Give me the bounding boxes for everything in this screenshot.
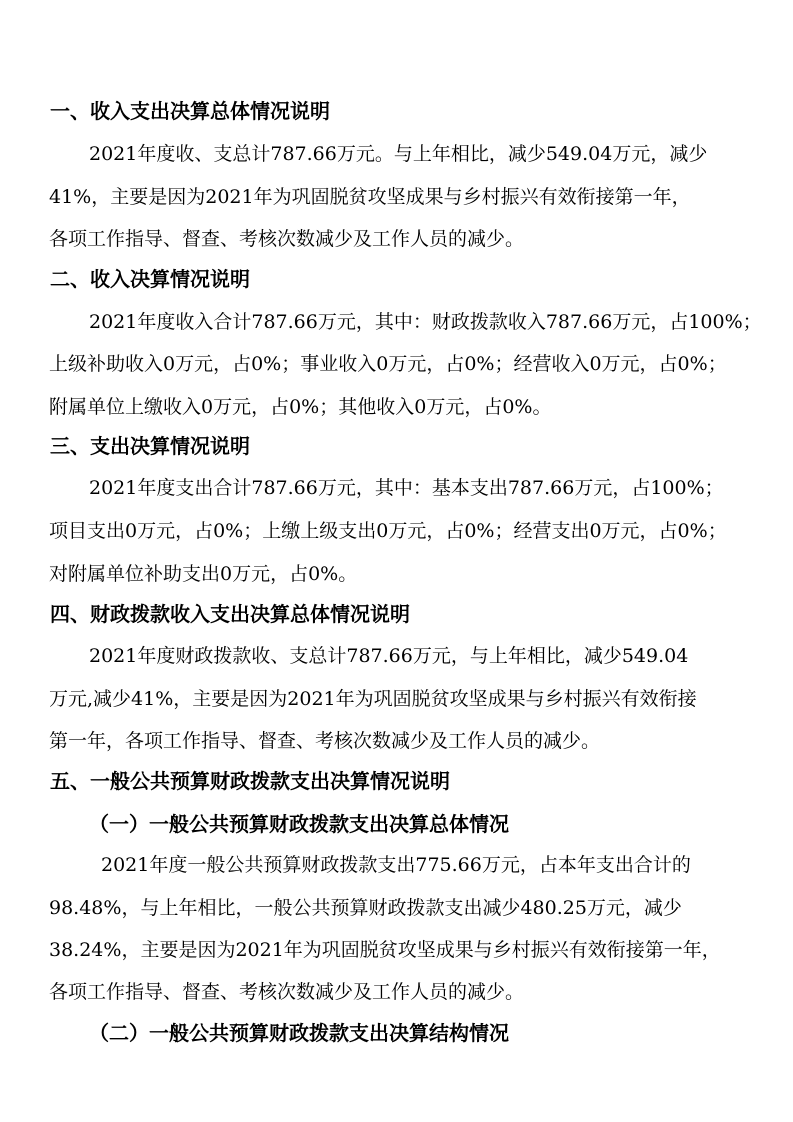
subsection-5-1-paragraph-line-3: 38.24%，主要是因为2021年为巩固脱贫攻坚成果与乡村振兴有效衔接第一年， <box>49 939 721 961</box>
section-1-heading: 一、收入支出决算总体情况说明 <box>50 99 330 123</box>
section-2-paragraph-line-1: 2021年度收入合计787.66万元，其中：财政拨款收入787.66万元，占100%； <box>89 311 762 333</box>
section-1-paragraph-line-1: 2021年度收、支总计787.66万元。与上年相比，减少549.04万元，减少 <box>89 143 708 165</box>
section-4-paragraph-line-1: 2021年度财政拨款收、支总计787.66万元，与上年相比，减少549.04 <box>89 645 689 667</box>
subsection-5-1-heading: （一）一般公共预算财政拨款支出决算总体情况 <box>89 812 509 836</box>
section-5-heading: 五、一般公共预算财政拨款支出决算情况说明 <box>50 769 450 793</box>
section-1-paragraph-line-3: 各项工作指导、督查、考核次数减少及工作人员的减少。 <box>49 228 525 250</box>
section-4-paragraph-line-3: 第一年，各项工作指导、督查、考核次数减少及工作人员的减少。 <box>49 730 601 752</box>
section-2-heading: 二、收入决算情况说明 <box>50 267 250 291</box>
section-3-heading: 三、支出决算情况说明 <box>50 434 250 458</box>
section-2-paragraph-line-3: 附属单位上缴收入0万元，占0%；其他收入0万元，占0%。 <box>49 396 552 418</box>
section-2-paragraph-line-2: 上级补助收入0万元，占0%；事业收入0万元，占0%；经营收入0万元，占0%； <box>49 353 727 375</box>
subsection-5-1-paragraph-line-2: 98.48%，与上年相比，一般公共预算财政拨款支出减少480.25万元，减少 <box>49 897 682 919</box>
section-3-paragraph-line-3: 对附属单位补助支出0万元，占0%。 <box>49 563 358 585</box>
subsection-5-1-paragraph-line-1: 2021年度一般公共预算财政拨款支出775.66万元，占本年支出合计的 <box>101 854 691 876</box>
section-4-paragraph-line-2: 万元,减少41%，主要是因为2021年为巩固脱贫攻坚成果与乡村振兴有效衔接 <box>49 688 697 710</box>
section-1-paragraph-line-2: 41%，主要是因为2021年为巩固脱贫攻坚成果与乡村振兴有效衔接第一年， <box>49 186 691 208</box>
subsection-5-2-heading: （二）一般公共预算财政拨款支出决算结构情况 <box>89 1021 509 1045</box>
subsection-5-1-paragraph-line-4: 各项工作指导、督查、考核次数减少及工作人员的减少。 <box>49 981 525 1003</box>
section-4-heading: 四、财政拨款收入支出决算总体情况说明 <box>50 602 410 626</box>
section-3-paragraph-line-1: 2021年度支出合计787.66万元，其中：基本支出787.66万元，占100%； <box>89 477 724 499</box>
section-3-paragraph-line-2: 项目支出0万元，占0%；上缴上级支出0万元，占0%；经营支出0万元，占0%； <box>49 520 727 542</box>
